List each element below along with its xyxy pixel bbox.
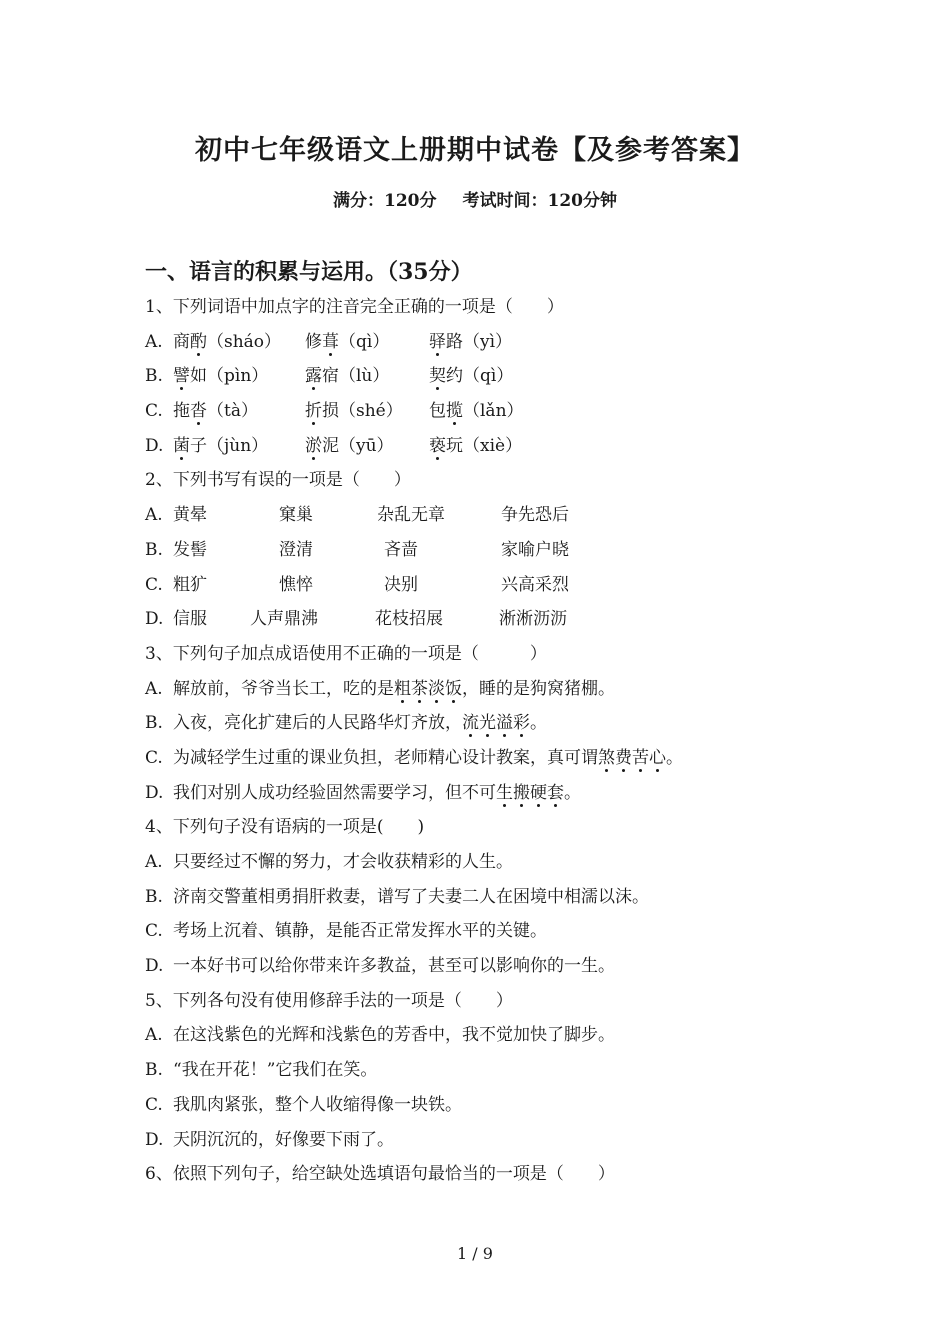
question-1-option-c: [145, 394, 845, 429]
question-2-option-b: [145, 533, 845, 568]
dotted-char: 酌: [190, 331, 207, 352]
option-letter: D.: [145, 609, 164, 630]
option-letter: C.: [145, 574, 163, 595]
question-2-stem: 2、下列书写有误的一项是（ ）: [145, 470, 411, 491]
score-label: 满分：120分: [333, 191, 437, 211]
word-item: 菌子（jùn）: [173, 435, 269, 456]
word: 憔悴: [279, 574, 313, 595]
question-5-option-a: [145, 1018, 845, 1053]
dotted-char: 淤: [305, 435, 322, 456]
word: 决别: [384, 574, 418, 595]
sentence-end: 。: [530, 713, 547, 734]
option-letter: A.: [145, 331, 163, 352]
option-letter: D.: [145, 1129, 164, 1150]
word: 发髻: [173, 539, 207, 560]
question-1-stem: 1、下列词语中加点字的注音完全正确的一项是（ ）: [145, 297, 564, 317]
option-text: 考场上沉着、镇静，是能否正常发挥水平的关键。: [173, 921, 547, 942]
question-3-option-c: [145, 741, 845, 776]
word: 淅淅沥沥: [499, 609, 567, 630]
word: 信服: [173, 609, 207, 630]
dotted-char: 菌: [173, 435, 190, 456]
word-item: 折损（shé）: [305, 401, 403, 422]
option-letter: B.: [145, 886, 163, 907]
option-letter: B.: [145, 1060, 163, 1081]
question-3-stem: 3、下列句子加点成语使用不正确的一项是（ ）: [145, 643, 547, 664]
sentence-end: 。: [666, 747, 683, 768]
word: 澄清: [279, 539, 313, 560]
question-3-option-a: [145, 672, 845, 707]
option-letter: B.: [145, 539, 163, 560]
word-item: 露宿（lù）: [305, 366, 390, 387]
question-4-stem: 4、下列句子没有语病的一项是( ): [145, 817, 425, 838]
option-text: “我在开花！”它我们在笑。: [173, 1060, 378, 1081]
option-text: 一本好书可以给你带来许多教益，甚至可以影响你的一生。: [173, 956, 615, 977]
word: 家喻户晓: [501, 539, 569, 560]
dotted-char: 揽: [446, 401, 463, 422]
question-6-stem: 6、依照下列句子，给空缺处选填语句最恰当的一项是（ ）: [145, 1164, 615, 1185]
option-text: 我肌肉紧张，整个人收缩得像一块铁。: [173, 1094, 462, 1115]
questions: [145, 290, 845, 1192]
sentence-start: 解放前，爷爷当长工，吃的是: [173, 678, 394, 699]
word: 争先恐后: [501, 505, 569, 526]
question-4-option-c: [145, 914, 845, 949]
question-5-option-d: [145, 1123, 845, 1158]
sentence-end: ，睡的是狗窝猪棚。: [462, 678, 615, 699]
word-item: 商酌（sháo）: [173, 331, 282, 352]
sentence-start: 为减轻学生过重的课业负担，老师精心设计教案，真可谓: [173, 747, 598, 768]
option-text: 济南交警董相勇捐肝救妻，谱写了夫妻二人在困境中相濡以沫。: [173, 886, 649, 907]
option-letter: C.: [145, 1094, 163, 1115]
word-item: 譬如（pìn）: [173, 366, 269, 387]
question-5-option-c: [145, 1088, 845, 1123]
question-4-option-b: [145, 880, 845, 915]
option-letter: A.: [145, 678, 163, 699]
word-item: 亵玩（xiè）: [429, 435, 523, 456]
time-label: 考试时间：120分钟: [462, 191, 617, 211]
question-3-option-b: [145, 706, 845, 741]
question-1-option-d: [145, 429, 845, 464]
question-5-stem: 5、下列各句没有使用修辞手法的一项是（ ）: [145, 990, 513, 1011]
question-2-option-c: [145, 568, 845, 603]
option-letter: C.: [145, 401, 163, 422]
dotted-idiom: 煞费苦心: [598, 747, 666, 768]
word: 粗犷: [173, 574, 207, 595]
sentence-start: 入夜，亮化扩建后的人民路华灯齐放，: [173, 713, 462, 734]
question-4-option-a: [145, 845, 845, 880]
dotted-char: 譬: [173, 366, 190, 387]
page-title: 初中七年级语文上册期中试卷【及参考答案】: [195, 135, 755, 166]
sentence-end: 。: [564, 782, 581, 803]
dotted-char: 葺: [322, 331, 339, 352]
question-5-option-b: [145, 1053, 845, 1088]
question-4-option-d: [145, 949, 845, 984]
word: 兴高采烈: [501, 574, 569, 595]
dotted-char: 驿: [429, 331, 446, 352]
dotted-idiom: 生搬硬套: [496, 782, 564, 803]
sentence-start: 我们对别人成功经验固然需要学习，但不可: [173, 782, 496, 803]
option-letter: C.: [145, 747, 163, 768]
option-letter: A.: [145, 852, 163, 872]
page-number: 1 / 9: [457, 1244, 493, 1263]
dotted-char: 契: [429, 366, 446, 387]
exam-info: [0, 186, 950, 211]
question-1-option-b: [145, 359, 845, 394]
dotted-idiom: 粗茶淡饭: [394, 678, 462, 699]
word-item: 包揽（lǎn）: [429, 401, 524, 422]
dotted-idiom: 流光溢彩: [462, 713, 530, 734]
option-letter: C.: [145, 921, 163, 942]
dotted-char: 露: [305, 366, 322, 387]
option-text: 只要经过不懈的努力，才会收获精彩的人生。: [173, 852, 513, 872]
word: 吝啬: [384, 539, 418, 560]
word: 花枝招展: [375, 609, 443, 630]
word: 黄晕: [173, 505, 207, 526]
dotted-char: 折: [305, 401, 322, 422]
option-text: 在这浅紫色的光辉和浅紫色的芳香中，我不觉加快了脚步。: [173, 1025, 615, 1046]
word-item: 淤泥（yū）: [305, 435, 394, 456]
word: 窠巢: [279, 505, 313, 526]
word: 人声鼎沸: [250, 609, 318, 630]
section-heading: 一、语言的积累与运用。（35分）: [145, 259, 473, 285]
dotted-char: 亵: [429, 435, 446, 456]
option-letter: B.: [145, 713, 163, 734]
option-letter: D.: [145, 435, 164, 456]
dotted-char: 沓: [190, 401, 207, 422]
option-letter: A.: [145, 1025, 163, 1046]
word-item: 契约（qì）: [429, 366, 514, 387]
word-item: 修葺（qì）: [305, 331, 390, 352]
word-item: 拖沓（tà）: [173, 401, 258, 422]
option-letter: D.: [145, 782, 164, 803]
question-2-option-d: [145, 602, 845, 637]
option-letter: D.: [145, 956, 164, 977]
option-text: 天阴沉沉的，好像要下雨了。: [173, 1129, 394, 1150]
question-1-option-a: [145, 325, 845, 360]
option-letter: B.: [145, 366, 163, 387]
question-2-option-a: [145, 498, 845, 533]
word: 杂乱无章: [377, 505, 445, 526]
option-letter: A.: [145, 505, 163, 526]
question-3-option-d: [145, 776, 845, 811]
word-item: 驿路（yì）: [429, 331, 513, 352]
